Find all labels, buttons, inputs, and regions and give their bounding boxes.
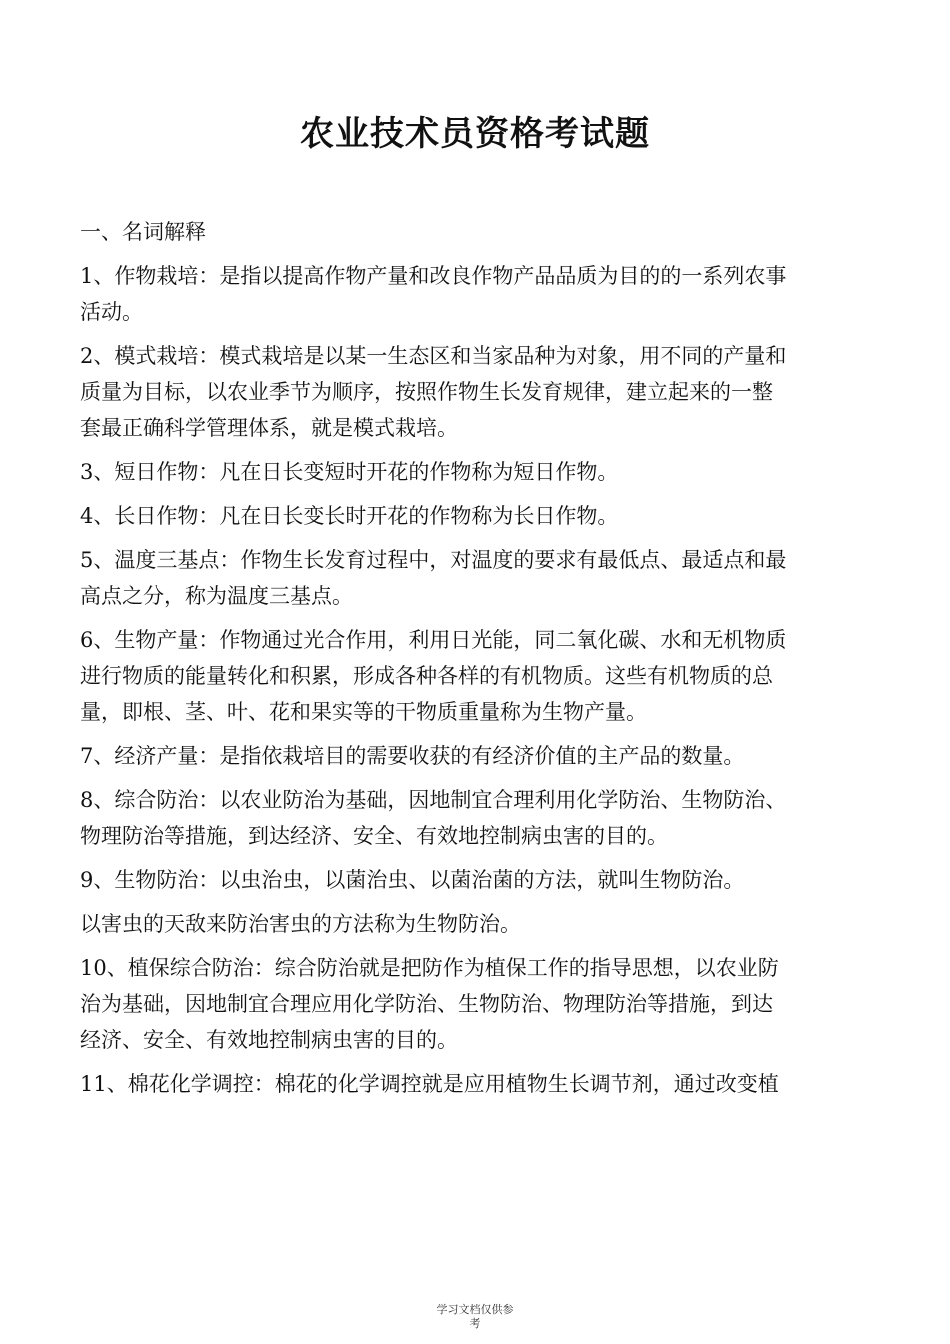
definition-line: 物理防治等措施，到达经济、安全、有效地控制病虫害的目的。 xyxy=(80,824,668,848)
definition-item xyxy=(80,906,880,942)
definition-item xyxy=(80,782,880,854)
definition-line: 2、模式栽培：模式栽培是以某一生态区和当家品种为对象，用不同的产量和 xyxy=(80,344,787,368)
definition-item xyxy=(80,950,880,1058)
footer-line-2: 考 xyxy=(469,1317,481,1330)
definition-line: 7、经济产量：是指依栽培目的需要收获的有经济价值的主产品的数量。 xyxy=(80,744,745,768)
definition-line: 量，即根、茎、叶、花和果实等的干物质重量称为生物产量。 xyxy=(80,700,647,724)
page-footer xyxy=(0,1303,950,1331)
definition-line: 10、植保综合防治：综合防治就是把防作为植保工作的指导思想，以农业防 xyxy=(80,956,779,980)
definition-line: 进行物质的能量转化和积累，形成各种各样的有机物质。这些有机物质的总 xyxy=(80,664,773,688)
definition-item xyxy=(80,862,880,898)
definition-line: 4、长日作物：凡在日长变长时开花的作物称为长日作物。 xyxy=(80,504,619,528)
definition-line: 9、生物防治：以虫治虫，以菌治虫、以菌治菌的方法，就叫生物防治。 xyxy=(80,868,745,892)
definition-line: 以害虫的天敌来防治害虫的方法称为生物防治。 xyxy=(80,912,521,936)
definition-item xyxy=(80,338,880,446)
definition-line: 治为基础，因地制宜合理应用化学防治、生物防治、物理防治等措施，到达 xyxy=(80,992,773,1016)
definition-line: 8、综合防治：以农业防治为基础，因地制宜合理利用化学防治、生物防治、 xyxy=(80,788,787,812)
definition-item xyxy=(80,1066,880,1102)
definition-line: 经济、安全、有效地控制病虫害的目的。 xyxy=(80,1028,458,1052)
definition-item xyxy=(80,454,880,490)
definition-line: 活动。 xyxy=(80,300,143,324)
definition-line: 3、短日作物：凡在日长变短时开花的作物称为短日作物。 xyxy=(80,460,619,484)
definition-line: 6、生物产量：作物通过光合作用，利用日光能，同二氧化碳、水和无机物质 xyxy=(80,628,787,652)
definition-item xyxy=(80,622,880,730)
term-definitions xyxy=(80,258,880,1102)
document-body xyxy=(80,214,880,1110)
footer-line-1: 学习文档仅供参 xyxy=(436,1303,514,1316)
definition-item xyxy=(80,498,880,534)
definition-line: 11、棉花化学调控：棉花的化学调控就是应用植物生长调节剂，通过改变植 xyxy=(80,1072,779,1096)
definition-item xyxy=(80,542,880,614)
definition-item xyxy=(80,738,880,774)
section-heading: 一、名词解释 xyxy=(80,220,206,244)
document-title: 农业技术员资格考试题 xyxy=(300,114,650,154)
definition-line: 1、作物栽培：是指以提高作物产量和改良作物产品品质为目的的一系列农事 xyxy=(80,264,787,288)
definition-item xyxy=(80,258,880,330)
definition-line: 质量为目标，以农业季节为顺序，按照作物生长发育规律，建立起来的一整 xyxy=(80,380,773,404)
definition-line: 5、温度三基点：作物生长发育过程中，对温度的要求有最低点、最适点和最 xyxy=(80,548,787,572)
definition-line: 套最正确科学管理体系，就是模式栽培。 xyxy=(80,416,458,440)
definition-line: 高点之分，称为温度三基点。 xyxy=(80,584,353,608)
